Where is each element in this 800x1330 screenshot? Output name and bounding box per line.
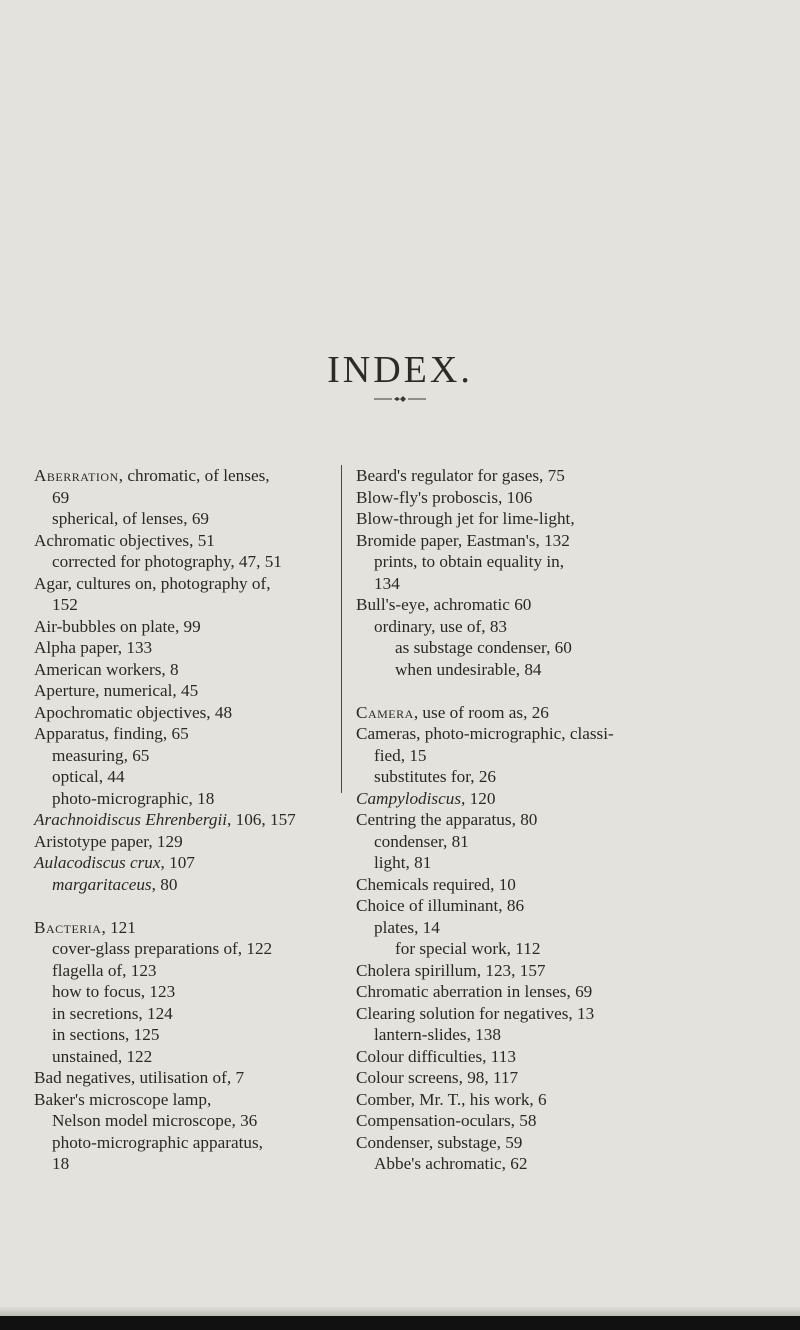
index-entry [356,1003,756,1025]
index-entry-text: , use of room as, 26 [413,702,549,722]
index-entry-text: Blow-through jet for lime-light, [356,509,575,528]
index-entry-text: optical, 44 [52,767,125,786]
index-entry-text: cover-glass preparations of, 122 [52,939,273,958]
index-entry-text: ordinary, use of, 83 [374,616,508,636]
index-entry [34,981,338,1003]
index-entry-text: 152 [52,595,78,614]
page-title: INDEX. [327,349,473,391]
index-entry-text: Bacteria [34,917,102,937]
page-edge-band [0,1316,800,1330]
index-entry-text: Condenser, substage, 59 [356,1132,523,1152]
index-entry [356,637,756,659]
index-entry [356,809,756,831]
section-gap [356,680,756,702]
index-entry [356,616,756,638]
index-entry [356,1110,756,1132]
index-entry-text: corrected for photography, 47, 51 [52,552,282,571]
index-entry [34,1153,338,1175]
index-entry-text: , 106, 157 [227,810,296,829]
index-entry-text: spherical, of lenses, 69 [52,509,210,528]
title-ornament-icon [372,394,428,404]
index-entry-text: fied, 15 [374,745,427,765]
index-entry [356,1024,756,1046]
index-entry [356,573,756,595]
index-entry-text: , chromatic, of lenses, [118,466,270,485]
index-entry [356,788,756,810]
index-entry-text: Baker's microscope lamp, [34,1089,212,1109]
index-entry-text: flagella of, 123 [52,960,157,980]
index-entry-text: substitutes for, 26 [374,767,497,786]
index-entry-text: Camera [356,702,414,722]
index-entry [34,1024,338,1046]
index-entry-text: Arachnoidiscus Ehrenbergii [34,810,228,829]
index-entry [34,1003,338,1025]
index-entry [34,573,338,595]
index-entry [356,1132,756,1154]
index-entry-text: when undesirable, 84 [395,659,542,679]
index-entry [34,852,338,874]
index-entry [34,723,338,745]
index-entry [34,1046,338,1068]
index-entry [34,594,338,616]
index-entry [356,723,756,745]
index-entry [34,637,338,659]
index-entry-text: Aristotype paper, 129 [34,831,183,851]
index-entry [34,938,338,960]
index-entry [356,1089,756,1111]
index-entry-text: 18 [52,1154,70,1173]
index-entry-text: unstained, 122 [52,1046,153,1066]
index-entry [34,465,338,487]
index-entry-text: Clearing solution for negatives, 13 [356,1003,595,1023]
index-entry-text: 69 [52,487,70,507]
index-entry-text: Alpha paper, 133 [34,638,153,657]
index-entry [34,659,338,681]
index-entry-text: Aperture, numerical, 45 [34,681,199,700]
index-entry-text: Centring the apparatus, 80 [356,810,538,829]
index-entry [34,809,338,831]
index-entry [34,766,338,788]
index-column-left [34,465,338,1175]
index-entry-text: lantern-slides, 138 [374,1025,501,1044]
index-entry [356,702,756,724]
index-entry [356,917,756,939]
index-entry-text: margaritaceus [52,874,152,894]
section-gap [34,895,338,917]
index-entry-text: in sections, 125 [52,1025,160,1044]
index-entry-text: Comber, Mr. T., his work, 6 [356,1089,547,1109]
index-entry-text: condenser, 81 [374,831,469,851]
index-entry [356,766,756,788]
index-entry-text: American workers, 8 [34,659,179,679]
index-entry-text: as substage condenser, 60 [395,638,572,657]
index-entry [34,508,338,530]
index-entry [34,702,338,724]
index-entry-text: Aulacodiscus crux [34,853,161,872]
index-entry [34,917,338,939]
index-entry-text: , 120 [461,788,496,808]
index-entry-text: photo-micrographic apparatus, [52,1132,263,1152]
index-entry-text: Agar, cultures on, photography of, [34,573,271,593]
index-entry [356,960,756,982]
index-entry-text: Compensation-oculars, 58 [356,1111,537,1130]
index-entry [356,1153,756,1175]
index-entry [34,1089,338,1111]
index-entry-text: light, 81 [374,853,432,872]
index-entry-text: Apochromatic objectives, 48 [34,702,233,722]
index-entry [356,852,756,874]
column-divider [341,465,342,793]
index-entry-text: Cholera spirillum, 123, 157 [356,960,546,980]
index-entry [356,659,756,681]
index-entry [356,1067,756,1089]
index-entry [34,1110,338,1132]
index-entry-text: Chromatic aberration in lenses, 69 [356,982,593,1001]
index-entry-text: Colour difficulties, 113 [356,1046,516,1066]
index-entry [356,465,756,487]
index-entry-text: Colour screens, 98, 117 [356,1068,519,1087]
index-entry [34,745,338,767]
index-column-right [356,465,756,1175]
index-entry-text: Cameras, photo-micrographic, classi- [356,724,614,743]
page-edge-shadow [0,1306,800,1316]
index-entry-text: Abbe's achromatic, 62 [374,1154,528,1173]
index-entry [34,1067,338,1089]
index-entry-text: measuring, 65 [52,745,150,765]
index-entry [34,831,338,853]
index-entry [356,1046,756,1068]
index-entry-text: in secretions, 124 [52,1003,173,1023]
index-entry [356,981,756,1003]
index-entry [356,594,756,616]
index-entry [34,680,338,702]
index-entry-text: Beard's regulator for gases, 75 [356,466,565,485]
index-entry-text: Achromatic objectives, 51 [34,530,215,550]
index-entry [356,874,756,896]
index-entry-text: 134 [374,573,400,593]
index-entry [34,487,338,509]
index-entry-text: prints, to obtain equality in, [374,552,564,571]
index-entry-text: Choice of illuminant, 86 [356,896,525,915]
index-entry [356,745,756,767]
index-entry-text: , 121 [101,917,136,937]
index-entry-text: Bad negatives, utilisation of, 7 [34,1068,245,1087]
index-entry [34,960,338,982]
index-entry-text: for special work, 112 [395,939,541,958]
index-entry [356,895,756,917]
index-entry [34,1132,338,1154]
index-entry [356,530,756,552]
index-entry [34,788,338,810]
index-entry [356,831,756,853]
index-entry [356,551,756,573]
index-entry-text: , 107 [160,853,195,872]
index-entry-text: Nelson model microscope, 36 [52,1111,258,1130]
index-entry-text: how to focus, 123 [52,982,176,1001]
index-entry-text: Aberration [34,466,119,485]
index-entry [34,874,338,896]
index-entry-text: Bromide paper, Eastman's, 132 [356,530,570,550]
index-entry-text: Blow-fly's proboscis, 106 [356,487,533,507]
index-entry [356,938,756,960]
index-entry-text: Apparatus, finding, 65 [34,724,189,743]
index-entry-text: Campylodiscus [356,788,462,808]
index-entry-text: plates, 14 [374,917,440,937]
index-entry-text: Bull's-eye, achromatic 60 [356,595,532,614]
index-entry [34,551,338,573]
index-entry-text: Air-bubbles on plate, 99 [34,616,201,636]
index-entry-text: , 80 [151,874,178,894]
index-entry-text: Chemicals required, 10 [356,874,516,894]
index-entry [356,487,756,509]
index-entry-text: photo-micrographic, 18 [52,788,215,808]
index-entry [34,530,338,552]
index-entry [356,508,756,530]
index-entry [34,616,338,638]
